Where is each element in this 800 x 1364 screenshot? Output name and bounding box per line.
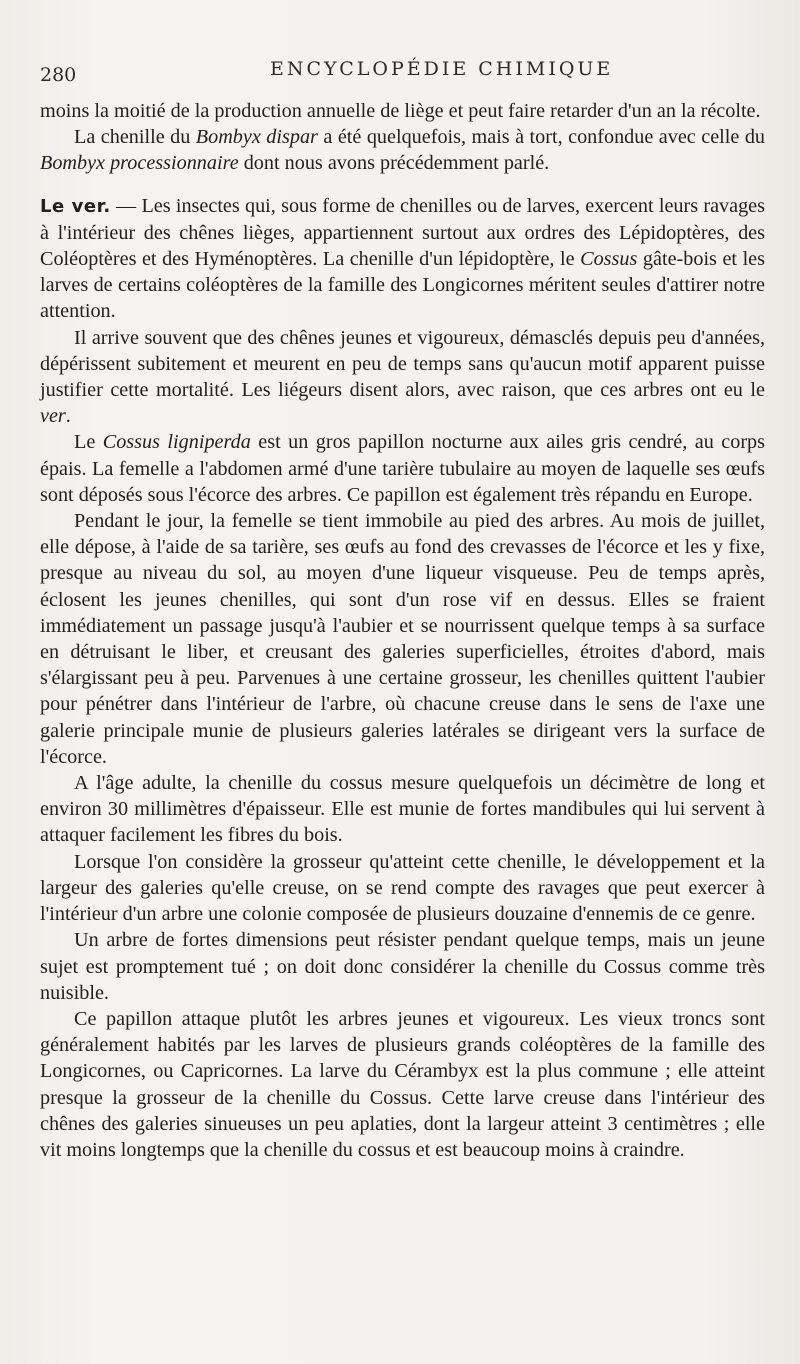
- paragraph-galleries: Lorsque l'on considère la grosseur qu'atteint cette chenille, le développement et la largeur des galeries qu'elle creuse, on se rend compte des ravages que peut exercer à l'intérieur d'un arbre une colonie composée de plusieurs douzaine d'ennemis de ce genre.: [40, 850, 765, 926]
- paragraph-le-ver: Le ver. — Les insectes qui, sous forme de chenilles ou de larves, exercent leurs ravages à l'intérieur des chênes lièges, appartiennent surtout aux ordres des Lépidoptères, des Coléoptères et des Hyménoptères. La chenille d'un lépidoptère, le Cossus gâte-bois et les larves de certains coléoptères de la famille des Longicornes méritent seules d'attirer notre attention.: [40, 194, 765, 323]
- paragraph-cossus-ligniperda: Le Cossus ligniperda est un gros papillon nocturne aux ailes gris cendré, au corps épais. La femelle a l'abdomen armé d'une tarière tubulaire au moyen de laquelle ses œufs sont déposés sous l'écorce des arbres. Ce papillon est également très répandu en Europe.: [40, 431, 765, 506]
- paragraph-bombyx: La chenille du Bombyx dispar a été quelquefois, mais à tort, confondue avec celle du Bombyx processionnaire dont nous avons précédemment parlé.: [40, 126, 766, 175]
- species-name: Bombyx dispar: [195, 126, 318, 149]
- paragraph-egg-laying: Pendant le jour, la femelle se tient immobile au pied des arbres. Au mois de juillet, elle dépose, à l'aide de sa tarière, ses œufs au fond des crevasses de l'écorce et les y fixe, presque au niveau du sol, au moyen d'une liqueur visqueuse. Peu de temps après, éclosent les jeunes chenilles, qui sont d'un rose vif en dessus. Elles se fraient immédiatement un passage jusqu'à l'aubier et se nourrissent quelque temps à sa surface en détruisant le liber, et creusant des galeries superficielles, étroites d'abord, mais s'élargissant peu à peu. Parvenues à une certaine grosseur, les chenilles quittent l'aubier pour pénétrer dans l'intérieur de l'arbre, où chacune creuse dans le sens de l'axe une galerie principale munie de plusieurs galeries latérales se dirigeant vers la surface de l'écorce.: [40, 510, 765, 768]
- paragraph-mortality: Il arrive souvent que des chênes jeunes et vigoureux, démasclés depuis peu d'années, dépérissent subitement et meurent en peu de temps sans qu'aucun motif apparent puisse justifier cette mortalité. Les liégeurs disent alors, avec raison, que ces arbres ont eu le ver.: [40, 326, 765, 428]
- species-name: Cossus ligniperda: [102, 431, 251, 454]
- page-header: [40, 58, 760, 88]
- running-head: ENCYCLOPÉDIE CHIMIQUE: [270, 58, 614, 80]
- species-name: Cossus: [580, 248, 638, 271]
- page-number: 280: [40, 64, 77, 86]
- paragraph-adult-size: A l'âge adulte, la chenille du cossus mesure quelquefois un décimètre de long et environ 30 millimètres d'épaisseur. Elle est munie de fortes mandibules qui lui servent à attaquer facilement les fibres du bois.: [40, 772, 765, 847]
- paragraph-resistance: Un arbre de fortes dimensions peut résister pendant quelque temps, mais un jeune sujet est promptement tué ; on doit donc considérer la chenille du Cossus comme très nuisible.: [40, 929, 765, 1004]
- paragraph-liege-harvest: moins la moitié de la production annuelle de liège et peut faire retarder d'un an la récolte.: [40, 100, 761, 122]
- page-body: [40, 98, 765, 1163]
- species-name: Bombyx processionnaire: [40, 152, 239, 175]
- section-heading: Le ver.: [40, 195, 111, 217]
- emphasis-ver: ver: [40, 405, 66, 428]
- paragraph-cerambyx: Ce papillon attaque plutôt les arbres jeunes et vigoureux. Les vieux troncs sont généralement habités par les larves de plusieurs grands coléoptères de la famille des Longicornes, ou Capricornes. La larve du Cérambyx est la plus commune ; elle atteint presque la grosseur de la chenille du Cossus. Cette larve creuse dans l'intérieur des chênes des galeries sinueuses un peu aplaties, dont la largeur atteint 3 centimètres ; elle vit moins longtemps que la chenille du cossus et est beaucoup moins à craindre.: [40, 1007, 765, 1161]
